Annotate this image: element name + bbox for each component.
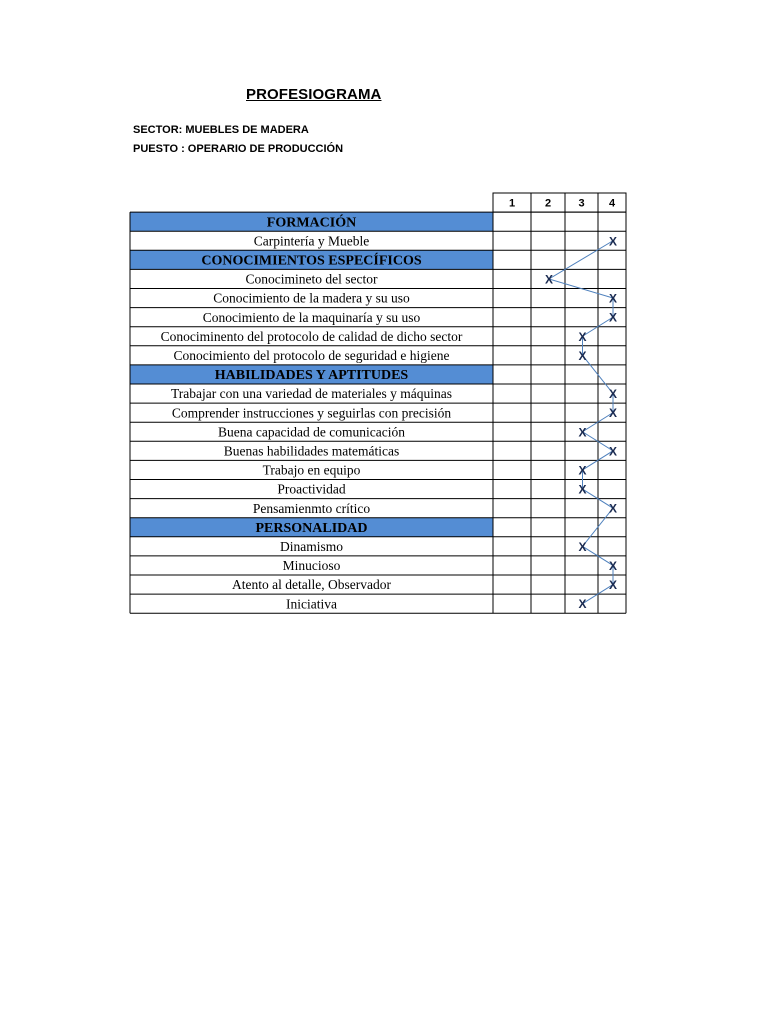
puesto-line: PUESTO : OPERARIO DE PRODUCCIÓN [133,143,344,155]
row-label: Proactividad [277,481,346,497]
row-label: Carpintería y Mueble [253,233,370,249]
row-label: Comprender instrucciones y seguirlas con precisión [171,405,452,421]
row-label: Buena capacidad de comunicación [217,424,406,440]
level-mark: X [578,482,587,497]
level-header-2: 2 [544,197,552,210]
level-mark: X [608,234,618,249]
section-header-label: FORMACIÓN [266,215,357,231]
row-label: Conocimiento del protocolo de seguridad e higiene [173,348,450,363]
row-label: Conocimiento de la madera y su uso [213,290,410,306]
document-title: PROFESIOGRAMA [246,86,382,103]
level-mark: X [544,272,554,287]
row-label: Pensamienmto crítico [252,500,371,516]
row-label: Atento al detalle, Observador [232,577,391,593]
row-label: Conocimineto del sector [245,271,378,287]
row-label: Iniciativa [286,596,337,612]
level-mark: X [578,348,587,363]
level-mark: X [578,597,587,612]
level-mark: X [608,310,618,325]
row-label: Minucioso [282,558,341,574]
row-label: Trabajar con una variedad de materiales y máquinas [170,386,453,402]
level-mark: X [578,329,587,344]
row-label: Conociminento del protocolo de calidad de dicho sector [160,328,463,344]
level-header-3: 3 [578,197,585,210]
row-label: Buenas habilidades matemáticas [223,443,400,459]
sector-line: SECTOR: MUEBLES DE MADERA [133,124,309,136]
level-mark: X [608,291,618,306]
level-mark: X [608,578,618,593]
section-header-label: PERSONALIDAD [255,520,368,536]
row-label: Dinamismo [280,539,343,554]
level-mark: X [608,558,618,573]
level-mark: X [578,463,587,478]
row-label: Conocimiento de la maquinaría y su uso [202,309,421,325]
row-label: Trabajo en equipo [262,462,361,478]
level-mark: X [608,501,618,516]
level-mark: X [578,425,587,440]
level-header-4: 4 [608,197,616,210]
level-mark: X [608,444,618,459]
level-mark: X [578,539,587,554]
section-header-label: CONOCIMIENTOS ESPECÍFICOS [201,253,422,269]
level-header-1: 1 [508,197,516,210]
level-mark: X [608,387,618,402]
level-mark: X [608,406,618,421]
section-header-label: HABILIDADES Y APTITUDES [214,368,409,384]
